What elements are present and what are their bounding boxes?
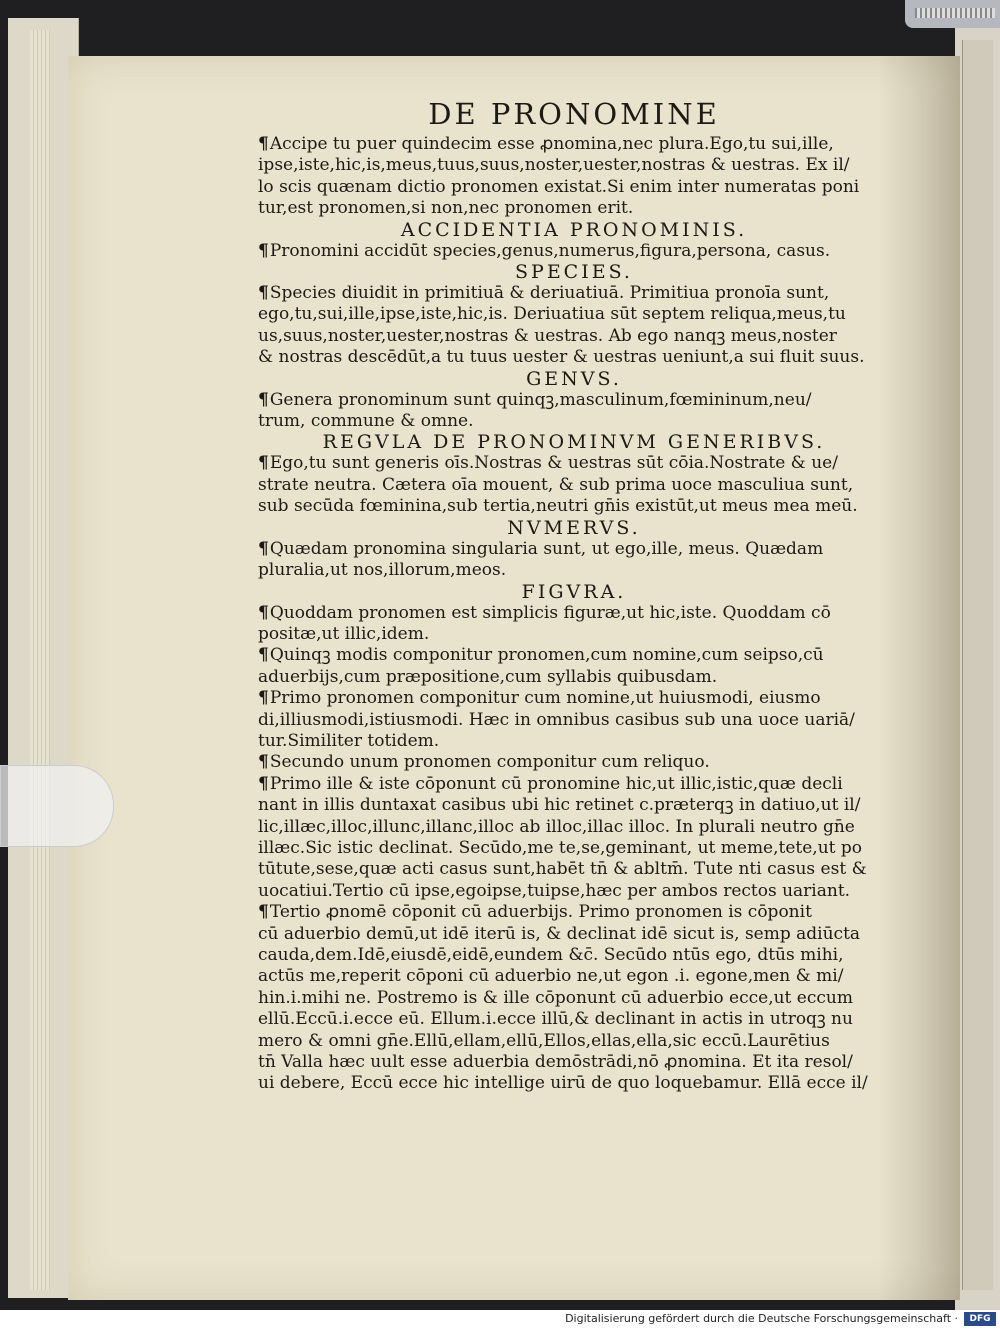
section-heading: SPECIES. [515, 261, 633, 284]
text-line [258, 645, 890, 666]
line-text: strate neutra. Cætera oīa mouent, & sub prima uoce masculiua sunt, [258, 474, 854, 495]
footer-bar [0, 1310, 1000, 1329]
paragraph [258, 645, 890, 688]
line-text: positæ,ut illic,idem. [258, 623, 430, 644]
text-line [258, 881, 890, 902]
text-line [258, 924, 890, 945]
line-text: Pronomini accidūt species,genus,numerus,figura,persona, casus. [269, 240, 831, 261]
text-line [258, 198, 890, 219]
text-line [258, 411, 890, 432]
page-holder-clip [0, 765, 114, 847]
line-text: Tertio ꝓnomē cōponit cū aduerbijs. Primo pronomen is cōponit [269, 902, 812, 923]
paragraph-marker: ¶ [258, 688, 269, 709]
text-line [258, 560, 890, 581]
line-text: aduerbijs,cum præpositione,cum syllabis quibusdam. [258, 666, 718, 687]
line-text: Secundo unum pronomen componitur cum reliquo. [269, 752, 710, 773]
paragraph-marker: ¶ [258, 645, 269, 666]
paragraph-marker: ¶ [258, 283, 269, 304]
page-gutter-shadow [878, 56, 960, 1300]
page-sections [258, 134, 890, 1095]
line-text: Primo ille & iste cōponunt cū pronomine hic,ut illic,istic,quæ decli [269, 773, 843, 794]
line-text: lo scis quænam dictio pronomen existat.Si enim inter numeratas poni [258, 176, 860, 197]
text-line [258, 667, 890, 688]
text-line [258, 817, 890, 838]
paragraph [258, 603, 890, 646]
line-text: cū aduerbio demū,ut idē iterū is, & declinat idē sicut is, semp adiūcta [258, 923, 861, 944]
text-line [258, 496, 890, 517]
line-text: tn̄ Valla hæc uult esse aduerbia demōstrādi,nō ꝓnomina. Et ita resol/ [258, 1052, 853, 1073]
text-line [258, 241, 890, 262]
paragraph-marker: ¶ [258, 773, 269, 794]
line-text: cauda,dem.Idē,eiusdē,eidē,eundem &c̄. Secūdo ntūs ego, dtūs mihi, [258, 945, 844, 965]
line-text: tūtute,sese,quæ acti casus sunt,habēt tn̄ & abltm̄. Tute nti casus est & [258, 859, 867, 880]
paragraph [258, 241, 890, 262]
text-line [258, 177, 890, 198]
paragraph [258, 752, 890, 773]
line-text: hin.i.mihi ne. Postremo is & ille cōponunt cū aduerbio ecce,ut eccum [258, 987, 853, 1008]
paragraph [258, 390, 890, 433]
line-text: tur,est pronomen,si non,nec pronomen erit. [258, 198, 634, 219]
paragraph-marker: ¶ [258, 453, 269, 474]
paragraph [258, 453, 890, 517]
dfg-logo: DFG [964, 1312, 996, 1326]
paragraph-marker: ¶ [258, 240, 269, 261]
line-text: ego,tu,sui,ille,ipse,iste,hic,is. Deriuatiua sūt septem reliqua,meus,tu [258, 304, 846, 325]
text-line [258, 1052, 890, 1073]
paragraph-marker: ¶ [258, 752, 269, 773]
paragraph-marker: ¶ [258, 902, 269, 923]
text-line [258, 752, 890, 773]
book-clamp [905, 0, 1000, 28]
line-text: Primo pronomen componitur cum nomine,ut huiusmodi, eiusmo [269, 688, 821, 709]
line-text: & nostras descēdūt,a tu tuus uester & uestras ueniunt,a sui fluit suus. [258, 347, 865, 368]
line-text: Quinqꝫ modis componitur pronomen,cum nomine,cum seipso,cū [269, 645, 824, 666]
paragraph-marker: ¶ [258, 389, 269, 410]
text-line [258, 1009, 890, 1030]
text-line [258, 326, 890, 347]
text-line [258, 945, 890, 966]
line-text: sub secūda fœminina,sub tertia,neutri gn̄is existūt,ut meus mea meū. [258, 496, 858, 517]
line-text: Species diuidit in primitiuā & deriuatiuā. Primitiua pronoīa sunt, [269, 283, 830, 304]
line-text: lic,illæc,illoc,illunc,illanc,illoc ab illoc,illac illoc. In plurali neutro gn̄e [258, 816, 855, 837]
line-text: us,suus,noster,uester,nostras & uestras. Ab ego nanqꝫ meus,noster [258, 325, 837, 346]
line-text: tur.Similiter totidem. [258, 730, 440, 751]
section-heading: ACCIDENTIA PRONOMINIS. [400, 218, 748, 241]
book-gutter [962, 40, 993, 1290]
text-line [258, 1073, 890, 1094]
text-line [258, 710, 890, 731]
text-line [258, 155, 890, 176]
paragraph [258, 902, 890, 1095]
line-text: actūs me,reperit cōponi cū aduerbio ne,ut egon .i. egone,men & mi/ [258, 966, 844, 987]
line-text: Quædam pronomina singularia sunt, ut ego,ille, meus. Quædam [269, 538, 824, 559]
line-text: ui debere, Eccū ecce hic intellige uirū de quo loquebamur. Ellā ecce il/ [258, 1073, 868, 1094]
text-line [258, 859, 890, 880]
paragraph [258, 283, 890, 369]
line-text: Quoddam pronomen est simplicis figuræ,ut hic,iste. Quoddam cō [269, 602, 831, 623]
text-line [258, 774, 890, 795]
text-line [258, 347, 890, 368]
line-text: trum, commune & omne. [258, 411, 474, 432]
text-line [258, 731, 890, 752]
line-text: di,illiusmodi,istiusmodi. Hæc in omnibus casibus sub una uoce uariā/ [258, 709, 855, 730]
section-heading: GENVS. [526, 367, 622, 390]
footer-credit: Digitalisierung gefördert durch die Deutsche Forschungsgemeinschaft · [565, 1312, 958, 1325]
text-line [258, 688, 890, 709]
paragraph-marker: ¶ [258, 538, 269, 559]
paragraph [258, 774, 890, 902]
line-text: mero & omni gn̄e.Ellū,ellam,ellū,Ellos,ellas,ella,sic eccū.Laurētius [258, 1030, 830, 1051]
line-text: Accipe tu puer quindecim esse ꝓnomina,nec plura.Ego,tu sui,ille, [269, 134, 834, 154]
page-stack-edge [30, 30, 50, 1290]
text-line [258, 390, 890, 411]
text-line [258, 475, 890, 496]
section-heading: FIGVRA. [521, 580, 627, 603]
text-line [258, 795, 890, 816]
line-text: uocatiui.Tertio cū ipse,egoipse,tuipse,hæc per ambos rectos uariant. [258, 880, 851, 901]
line-text: ipse,iste,hic,is,meus,tuus,suus,noster,uester,nostras & uestras. Ex il/ [258, 155, 850, 176]
text-line [258, 1031, 890, 1052]
line-text: nant in illis duntaxat casibus ubi hic retinet c.præterqꝫ in datiuo,ut il/ [258, 795, 861, 816]
paragraph [258, 688, 890, 752]
text-line [258, 966, 890, 987]
paragraph-marker: ¶ [258, 134, 269, 154]
text-line [258, 134, 890, 155]
line-text: ellū.Eccū.i.ecce eū. Ellum.i.ecce illū,& declinant in actis in utroqꝫ nu [258, 1009, 853, 1030]
paragraph [258, 539, 890, 582]
line-text: Genera pronominum sunt quinqꝫ,masculinum,fœmininum,neu/ [269, 389, 812, 410]
text-line [258, 902, 890, 923]
text-line [258, 453, 890, 474]
page-text-block [258, 96, 890, 1095]
paragraph-marker: ¶ [258, 602, 269, 623]
text-line [258, 988, 890, 1009]
line-text: pluralia,ut nos,illorum,meos. [258, 560, 507, 581]
text-line [258, 304, 890, 325]
text-line [258, 539, 890, 560]
line-text: Ego,tu sunt generis oīs.Nostras & uestras sūt cōia.Nostrate & ue/ [269, 453, 838, 474]
paragraph [258, 134, 890, 220]
text-line [258, 624, 890, 645]
line-text: illæc.Sic istic declinat. Secūdo,me te,se,geminant, ut meme,tete,ut po [258, 837, 863, 858]
text-line [258, 838, 890, 859]
text-line [258, 283, 890, 304]
section-heading: NVMERVS. [507, 516, 641, 539]
text-line [258, 603, 890, 624]
section-heading: REGVLA DE PRONOMINVM GENERIBVS. [322, 431, 826, 454]
page-title: DE PRONOMINE [428, 97, 720, 131]
